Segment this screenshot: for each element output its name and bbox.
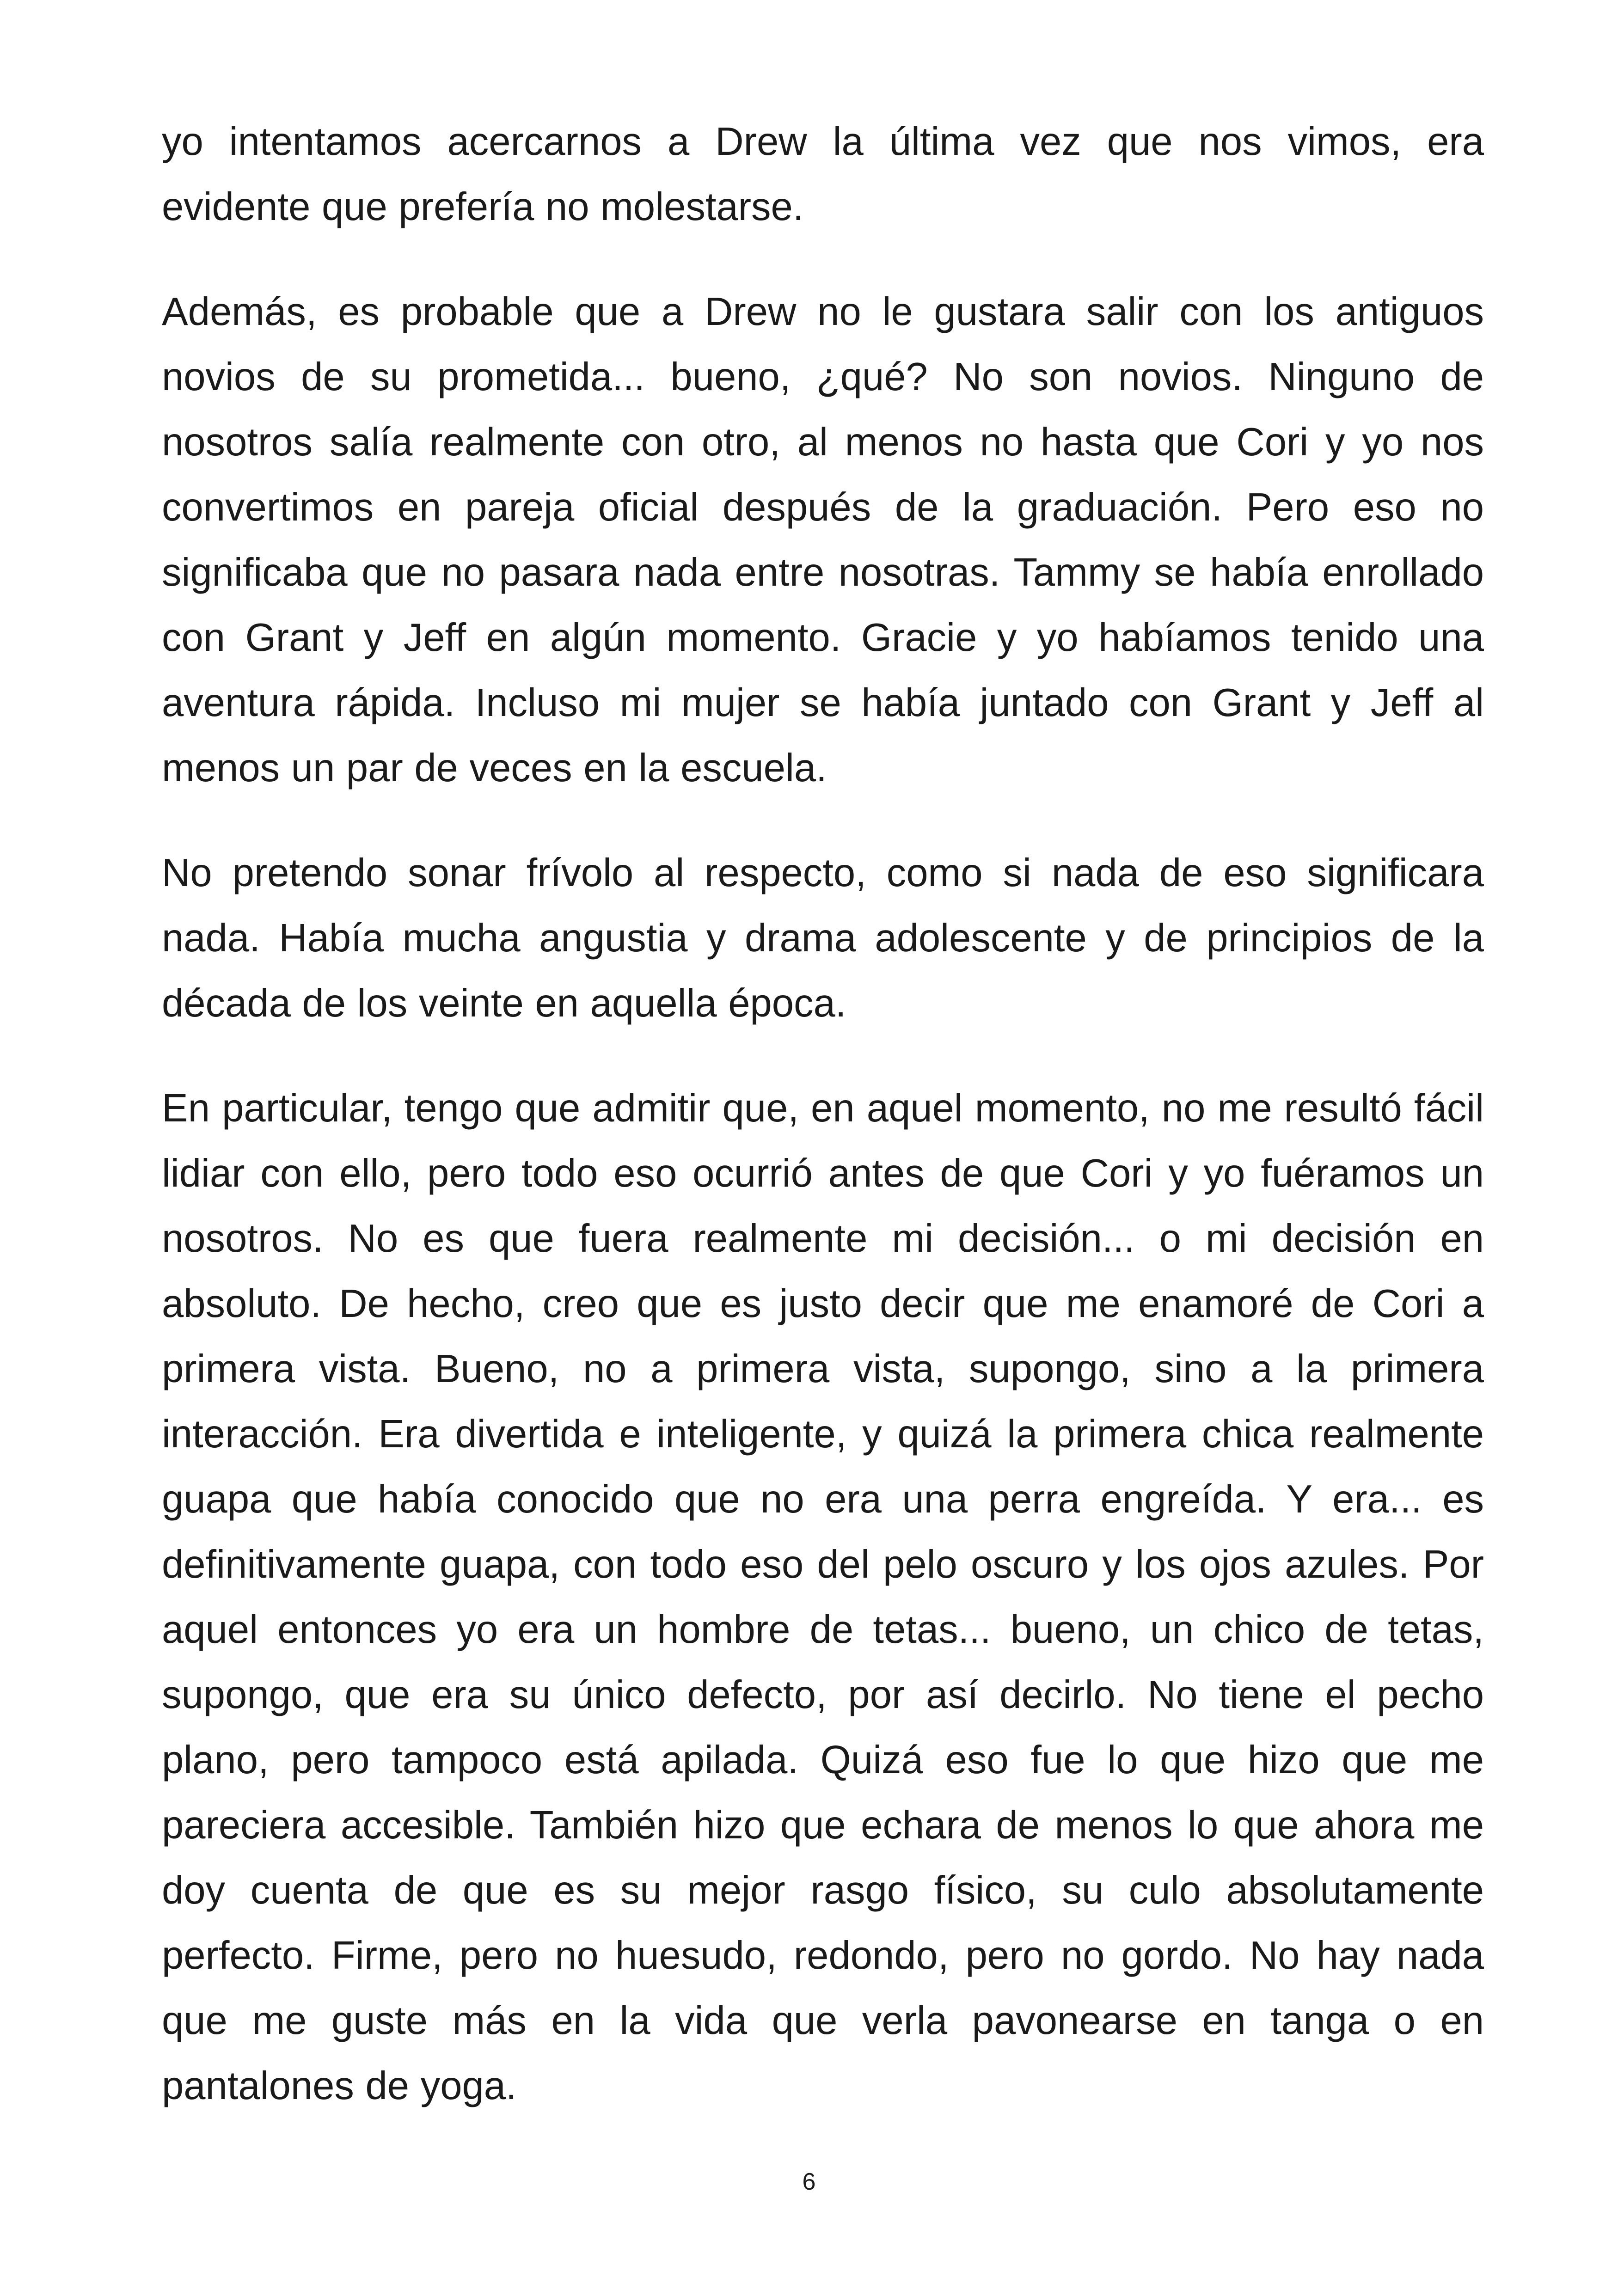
paragraph-1: yo intentamos acercarnos a Drew la última vez que nos vimos, era evidente que prefería no molestarse. — [162, 120, 1484, 229]
paragraph-3: No pretendo sonar frívolo al respecto, como si nada de eso significara nada. Había mucha angustia y drama adolescente y de principios de la década de los veinte en aquella época. — [162, 851, 1484, 1025]
page-body — [162, 109, 1484, 2118]
paragraph-2: Además, es probable que a Drew no le gustara salir con los antiguos novios de su prometida... bueno, ¿qué? No son novios. Ninguno de nosotros salía realmente con otro, al menos no hasta que Cori y yo nos convertimos en pareja oficial después de la graduación. Pero eso no significaba que no pasara nada entre nosotras. Tammy se había enrollado con Grant y Jeff en algún momento. Gracie y yo habíamos tenido una aventura rápida. Incluso mi mujer se había juntado con Grant y Jeff al menos un par de veces en la escuela. — [162, 290, 1484, 790]
paragraph-4: En particular, tengo que admitir que, en aquel momento, no me resultó fácil lidiar con ello, pero todo eso ocurrió antes de que Cori y yo fuéramos un nosotros. No es que fuera realmente mi decisión... o mi decisión en absoluto. De hecho, creo que es justo decir que me enamoré de Cori a primera vista. Bueno, no a primera vista, supongo, sino a la primera interacción. Era divertida e inteligente, y quizá la primera chica realmente guapa que había conocido que no era una perra engreída. Y era... es definitivamente guapa, con todo eso del pelo oscuro y los ojos azules. Por aquel entonces yo era un hombre de tetas... bueno, un chico de tetas, supongo, que era su único defecto, por así decirlo. No tiene el pecho plano, pero tampoco está apilada. Quizá eso fue lo que hizo que me pareciera accesible. También hizo que echara de menos lo que ahora me doy cuenta de que es su mejor rasgo físico, su culo absolutamente perfecto. Firme, pero no huesudo, redondo, pero no gordo. No hay nada que me guste más en la vida que verla pavonearse en tanga o en pantalones de yoga. — [162, 1086, 1484, 2108]
page-number: 6 — [802, 2168, 816, 2195]
